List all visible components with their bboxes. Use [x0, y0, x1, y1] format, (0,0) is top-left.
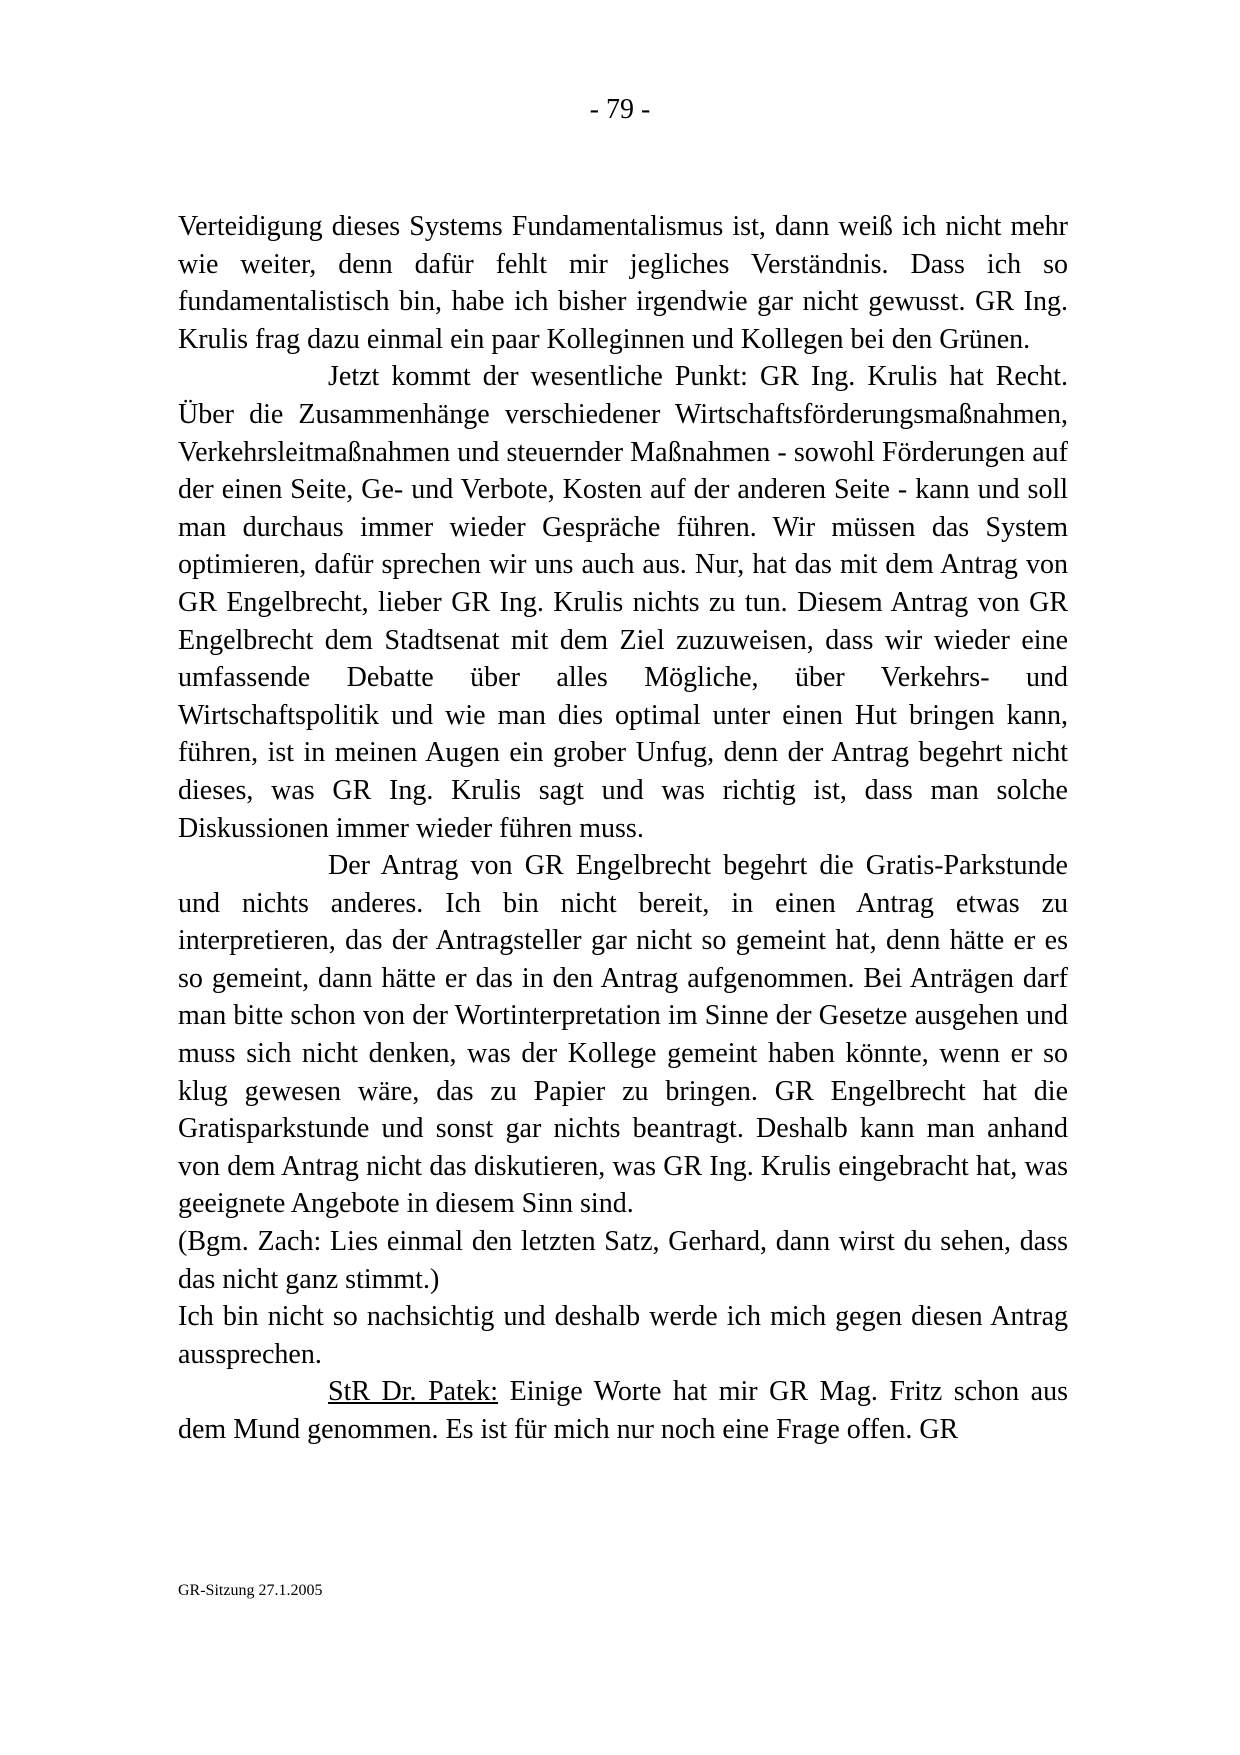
footer-session: GR-Sitzung 27.1.2005	[178, 1582, 323, 1599]
paragraph-5: Ich bin nicht so nachsichtig und deshalb werde ich mich gegen diesen Antrag aussprechen.	[178, 1301, 1068, 1370]
interjection: (Bgm. Zach: Lies einmal den letzten Satz, Gerhard, dann wirst du sehen, dass das nicht ganz stimmt.)	[178, 1226, 1068, 1295]
paragraph-6-text: Einige Worte hat mir GR Mag. Fritz schon aus dem Mund genommen. Es ist für mich nur noch eine Frage offen. GR	[178, 1376, 1068, 1445]
paragraph-2: Jetzt kommt der wesentliche Punkt: GR Ing. Krulis hat Recht. Über die Zusammenhänge verschiedener Wirtschaftsförderungsmaßnahmen, Verkehrsleitmaßnahmen und steuernder Maßnahmen - sowohl Förderungen auf der einen Seite, Ge- und Verbote, Kosten auf der anderen Seite - kann und soll man durchaus immer wieder Gespräche führen. Wir müssen das System optimieren, dafür sprechen wir uns auch aus. Nur, hat das mit dem Antrag von GR Engelbrecht, lieber GR Ing. Krulis nichts zu tun. Diesem Antrag von GR Engelbrecht dem Stadtsenat mit dem Ziel zuzuweisen, dass wir wieder eine umfassende Debatte über alles Mögliche, über Verkehrs- und Wirtschaftspolitik und wie man dies optimal unter einen Hut bringen kann, führen, ist in meinen Augen ein grober Unfug, denn der Antrag begehrt nicht dieses, was GR Ing. Krulis sagt und was richtig ist, dass man solche Diskussionen immer wieder führen muss.	[178, 361, 1068, 844]
page-number: - 79 -	[589, 94, 651, 125]
paragraph-6	[178, 1373, 1068, 1448]
speaker-name: StR Dr. Patek:	[328, 1376, 499, 1408]
paragraph-1: Verteidigung dieses Systems Fundamentalismus ist, dann weiß ich nicht mehr wie weiter, denn dafür fehlt mir jegliches Verständnis. Dass ich so fundamentalistisch bin, habe ich bisher irgendwie gar nicht gewusst. GR Ing. Krulis frag dazu einmal ein paar Kolleginnen und Kollegen bei den Grünen.	[178, 211, 1068, 355]
paragraph-3: Der Antrag von GR Engelbrecht begehrt die Gratis-Parkstunde und nichts anderes. Ich bin nicht bereit, in einen Antrag etwas zu interpretieren, das der Antragsteller gar nicht so gemeint hat, denn hätte er es so gemeint, dann hätte er das in den Antrag aufgenommen. Bei Anträgen darf man bitte schon von der Wortinterpretation im Sinne der Gesetze ausgehen und muss sich nicht denken, was der Kollege gemeint haben könnte, wenn er so klug gewesen wäre, das zu Papier zu bringen. GR Engelbrecht hat die Gratisparkstunde und sonst gar nichts beantragt. Deshalb kann man anhand von dem Antrag nicht das diskutieren, was GR Ing. Krulis eingebracht hat, was geeignete Angebote in diesem Sinn sind.	[178, 850, 1068, 1220]
document-body	[178, 208, 1068, 1449]
